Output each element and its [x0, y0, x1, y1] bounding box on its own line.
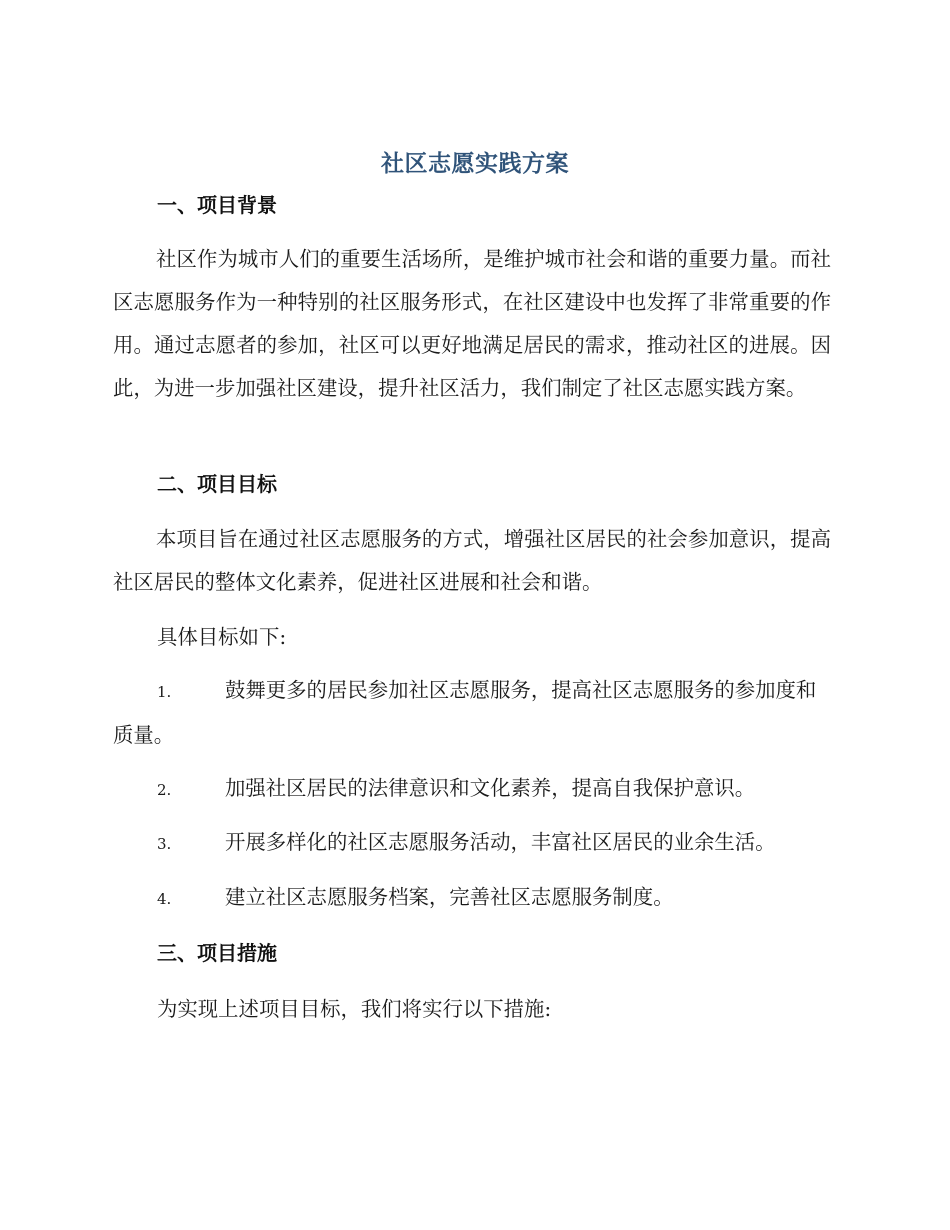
- list-item: [113, 767, 831, 812]
- section-heading-background: 一、项目背景: [157, 193, 277, 217]
- list-item: [113, 876, 831, 921]
- list-item-number: 3.: [157, 835, 172, 853]
- list-item-number: 2.: [157, 781, 172, 799]
- list-item-text: 加强社区居民的法律意识和文化素养，提高自我保护意识。: [225, 776, 756, 800]
- goals-paragraph: 本项目旨在通过社区志愿服务的方式，增强社区居民的社会参加意识，提高社区居民的整体文化素养，促进社区进展和社会和谐。: [113, 527, 831, 594]
- list-item: [113, 821, 831, 866]
- section-heading-measures: 三、项目措施: [157, 941, 277, 965]
- list-item-text: 鼓舞更多的居民参加社区志愿服务，提高社区志愿服务的参加度和质量。: [113, 678, 817, 747]
- list-item: [113, 669, 831, 757]
- document-title: 社区志愿实践方案: [381, 151, 569, 177]
- section-heading-goals: 二、项目目标: [157, 472, 277, 496]
- background-paragraph: 社区作为城市人们的重要生活场所，是维护城市社会和谐的重要力量。而社区志愿服务作为一种特别的社区服务形式，在社区建设中也发挥了非常重要的作用。通过志愿者的参加，社区可以更好地满足居民的需求，推动社区的进展。因此，为进一步加强社区建设，提升社区活力，我们制定了社区志愿实践方案。: [113, 247, 831, 400]
- list-item-number: 4.: [157, 890, 172, 908]
- list-item-number: 1.: [157, 683, 172, 701]
- goals-intro: 具体目标如下:: [157, 625, 287, 649]
- measures-intro: 为实现上述项目目标，我们将实行以下措施:: [157, 997, 552, 1021]
- list-item-text: 开展多样化的社区志愿服务活动，丰富社区居民的业余生活。: [225, 830, 776, 854]
- list-item-text: 建立社区志愿服务档案，完善社区志愿服务制度。: [225, 885, 674, 909]
